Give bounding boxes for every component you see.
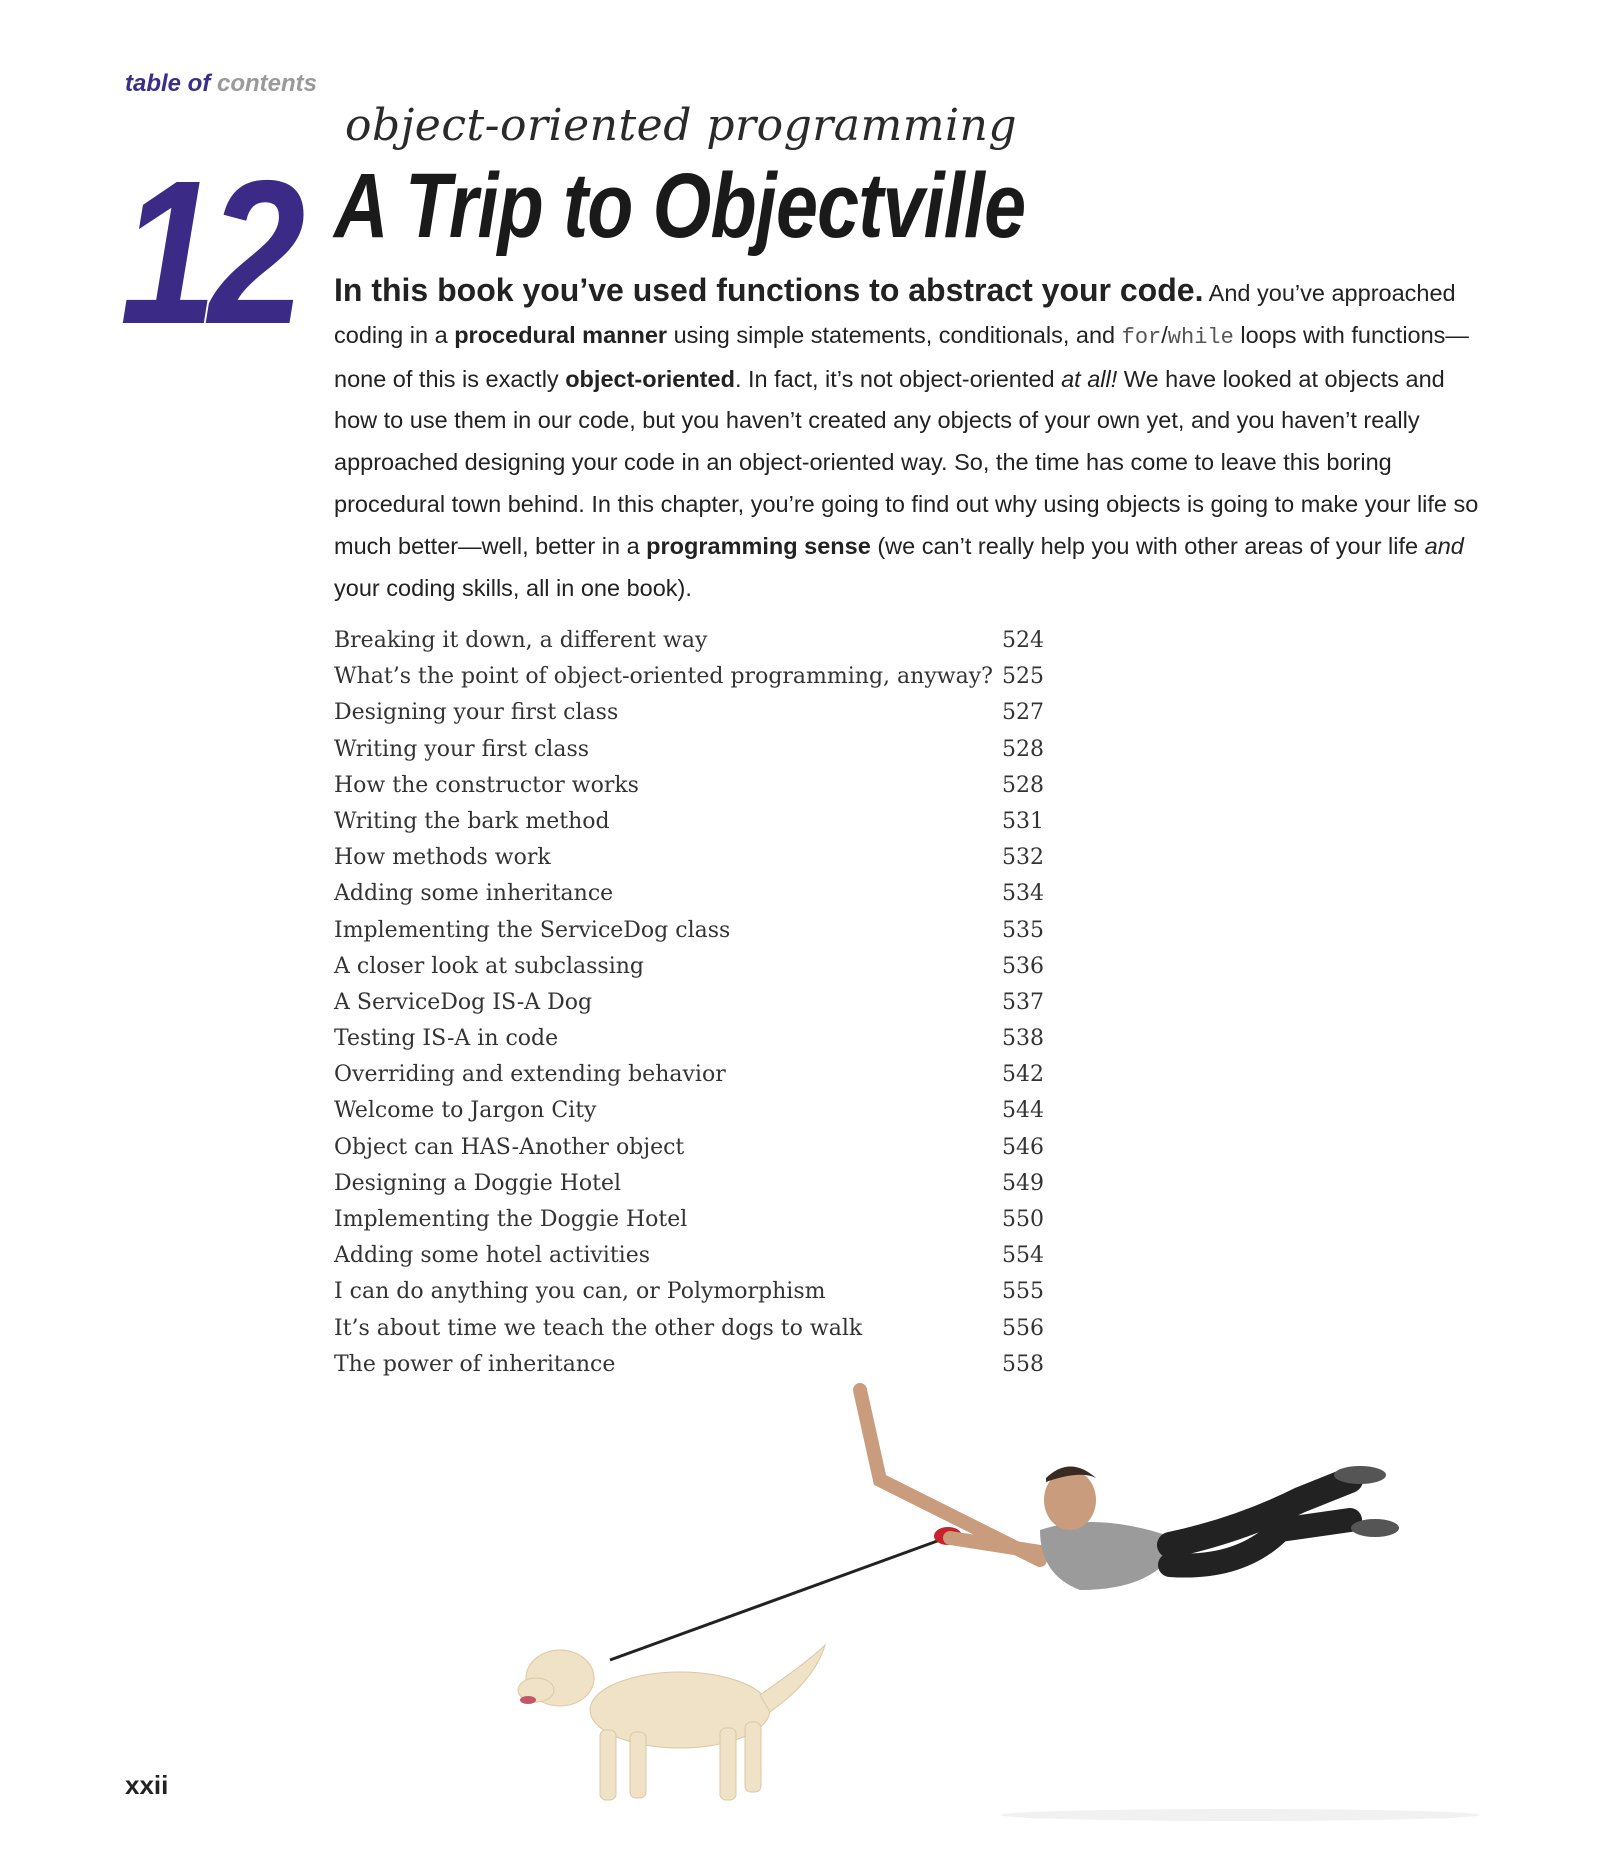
toc-entry[interactable] — [334, 1062, 1054, 1098]
toc-entry-page: 525 — [1002, 664, 1044, 690]
toc-entry[interactable] — [334, 1243, 1054, 1279]
toc-entry-title: The power of inheritance — [334, 1351, 616, 1377]
running-header-part1: table of — [125, 70, 211, 97]
intro-text: (we can’t really help you with other areas of your life — [870, 532, 1425, 559]
toc-entry[interactable] — [334, 1279, 1054, 1315]
intro-code-while: while — [1167, 324, 1234, 350]
toc-entry-page: 542 — [1002, 1062, 1044, 1088]
toc-entry-page: 531 — [1002, 808, 1044, 834]
toc-entry[interactable] — [334, 700, 1054, 736]
toc-entry[interactable] — [334, 628, 1054, 664]
toc-entry[interactable] — [334, 773, 1054, 809]
intro-text: . In fact, it’s not object-oriented — [734, 365, 1062, 392]
toc-entry[interactable] — [334, 1135, 1054, 1171]
toc-entry-page: 524 — [1002, 628, 1044, 653]
toc-entry[interactable] — [334, 737, 1054, 773]
intro-bold-text: procedural manner — [454, 321, 668, 348]
toc-entry-title: Writing your first class — [334, 736, 590, 762]
toc-entry-title: Designing your first class — [334, 700, 619, 726]
toc-entry-page: 532 — [1002, 845, 1044, 871]
dog-tongue — [520, 1696, 536, 1704]
toc-entry[interactable] — [334, 990, 1054, 1026]
toc-entry[interactable] — [334, 1098, 1054, 1134]
intro-bold-text: object-oriented — [565, 365, 735, 392]
toc-list — [334, 628, 1054, 1388]
toc-entry-title: Adding some inheritance — [334, 881, 614, 907]
toc-entry-title: Object can HAS-Another object — [334, 1134, 685, 1160]
chapter-title: A Trip to Objectville — [334, 155, 1026, 257]
intro-text: / — [1161, 321, 1168, 348]
toc-entry-title: How the constructor works — [334, 772, 639, 798]
toc-entry-title: Adding some hotel activities — [334, 1243, 651, 1269]
toc-entry-page: 528 — [1002, 772, 1044, 798]
toc-entry-title: Testing IS-A in code — [334, 1026, 559, 1052]
toc-entry[interactable] — [334, 918, 1054, 954]
intro-italic-text: at all! — [1061, 365, 1118, 392]
toc-entry-page: 544 — [1002, 1098, 1044, 1124]
intro-text: loops with functions—none of this is exactly — [334, 321, 1469, 392]
toc-entry-page: 558 — [1002, 1351, 1044, 1377]
toc-entry[interactable] — [334, 881, 1054, 917]
toc-entry-title: How methods work — [334, 845, 551, 871]
man-figure — [860, 1390, 1399, 1590]
toc-entry-title: Implementing the Doggie Hotel — [334, 1207, 688, 1232]
intro-text: your coding skills, all in one book). — [334, 574, 692, 601]
toc-entry-page: 546 — [1002, 1134, 1044, 1160]
toc-entry-page: 556 — [1002, 1315, 1044, 1341]
toc-entry-page: 537 — [1002, 989, 1044, 1015]
intro-text: We have looked at objects and how to use them in our code, but you haven’t created any objects of your own yet, and you haven’t really approached designing your code in an object-oriented way. So, the time has come to leave this boring procedural town behind. In this chapter, you’re going to find out why using objects is going to make your life so much better—well, better in a — [334, 365, 1479, 559]
chapter-intro — [334, 270, 1484, 609]
running-header — [125, 70, 317, 98]
toc-entry-title: I can do anything you can, or Polymorphism — [334, 1279, 826, 1305]
leash-line — [610, 1540, 940, 1660]
toc-entry-title: Welcome to Jargon City — [334, 1098, 597, 1124]
intro-text: And you’ve approached coding in a — [334, 280, 1456, 348]
toc-entry[interactable] — [334, 1171, 1054, 1207]
toc-entry-title: Designing a Doggie Hotel — [334, 1170, 622, 1196]
toc-entry[interactable] — [334, 809, 1054, 845]
toc-entry-title: Breaking it down, a different way — [334, 628, 708, 653]
toc-entry-page: 538 — [1002, 1026, 1044, 1052]
toc-entry-page: 527 — [1002, 700, 1044, 726]
toc-entry-page: 536 — [1002, 953, 1044, 979]
dog-walking-illustration — [480, 1360, 1500, 1830]
toc-entry-title: Implementing the ServiceDog class — [334, 917, 731, 943]
toc-entry[interactable] — [334, 954, 1054, 990]
running-header-part2: contents — [217, 70, 318, 97]
toc-entry-title: A ServiceDog IS-A Dog — [334, 989, 593, 1015]
shadow — [1000, 1809, 1480, 1821]
chapter-subtitle: object-oriented programming — [345, 100, 1018, 151]
intro-text: using simple statements, conditionals, and — [667, 321, 1122, 348]
toc-entry-title: Overriding and extending behavior — [334, 1062, 726, 1088]
toc-entry-title: Writing the bark method — [334, 808, 610, 834]
toc-entry-title: It’s about time we teach the other dogs to walk — [334, 1315, 863, 1341]
toc-entry[interactable] — [334, 845, 1054, 881]
toc-entry-page: 549 — [1002, 1170, 1044, 1196]
intro-italic-text: and — [1424, 532, 1464, 559]
toc-entry-page: 528 — [1002, 736, 1044, 762]
toc-entry[interactable] — [334, 664, 1054, 700]
chapter-number: 12 — [120, 138, 297, 367]
toc-entry-page: 535 — [1002, 917, 1044, 943]
intro-lead: In this book you’ve used functions to abstract your code. — [334, 272, 1204, 308]
dog-figure — [518, 1645, 825, 1800]
toc-entry[interactable] — [334, 1207, 1054, 1243]
intro-code-for: for — [1121, 324, 1162, 350]
toc-entry[interactable] — [334, 1026, 1054, 1062]
toc-entry-page: 534 — [1002, 881, 1044, 907]
toc-entry-page: 550 — [1002, 1207, 1044, 1232]
toc-entry-page: 554 — [1002, 1243, 1044, 1269]
toc-entry-title: What’s the point of object-oriented programming, anyway? — [334, 664, 993, 690]
toc-entry-title: A closer look at subclassing — [334, 953, 644, 979]
intro-bold-text: programming sense — [646, 532, 871, 559]
toc-entry[interactable] — [334, 1316, 1054, 1352]
page-number: xxii — [125, 1770, 169, 1800]
toc-entry-page: 555 — [1002, 1279, 1044, 1305]
